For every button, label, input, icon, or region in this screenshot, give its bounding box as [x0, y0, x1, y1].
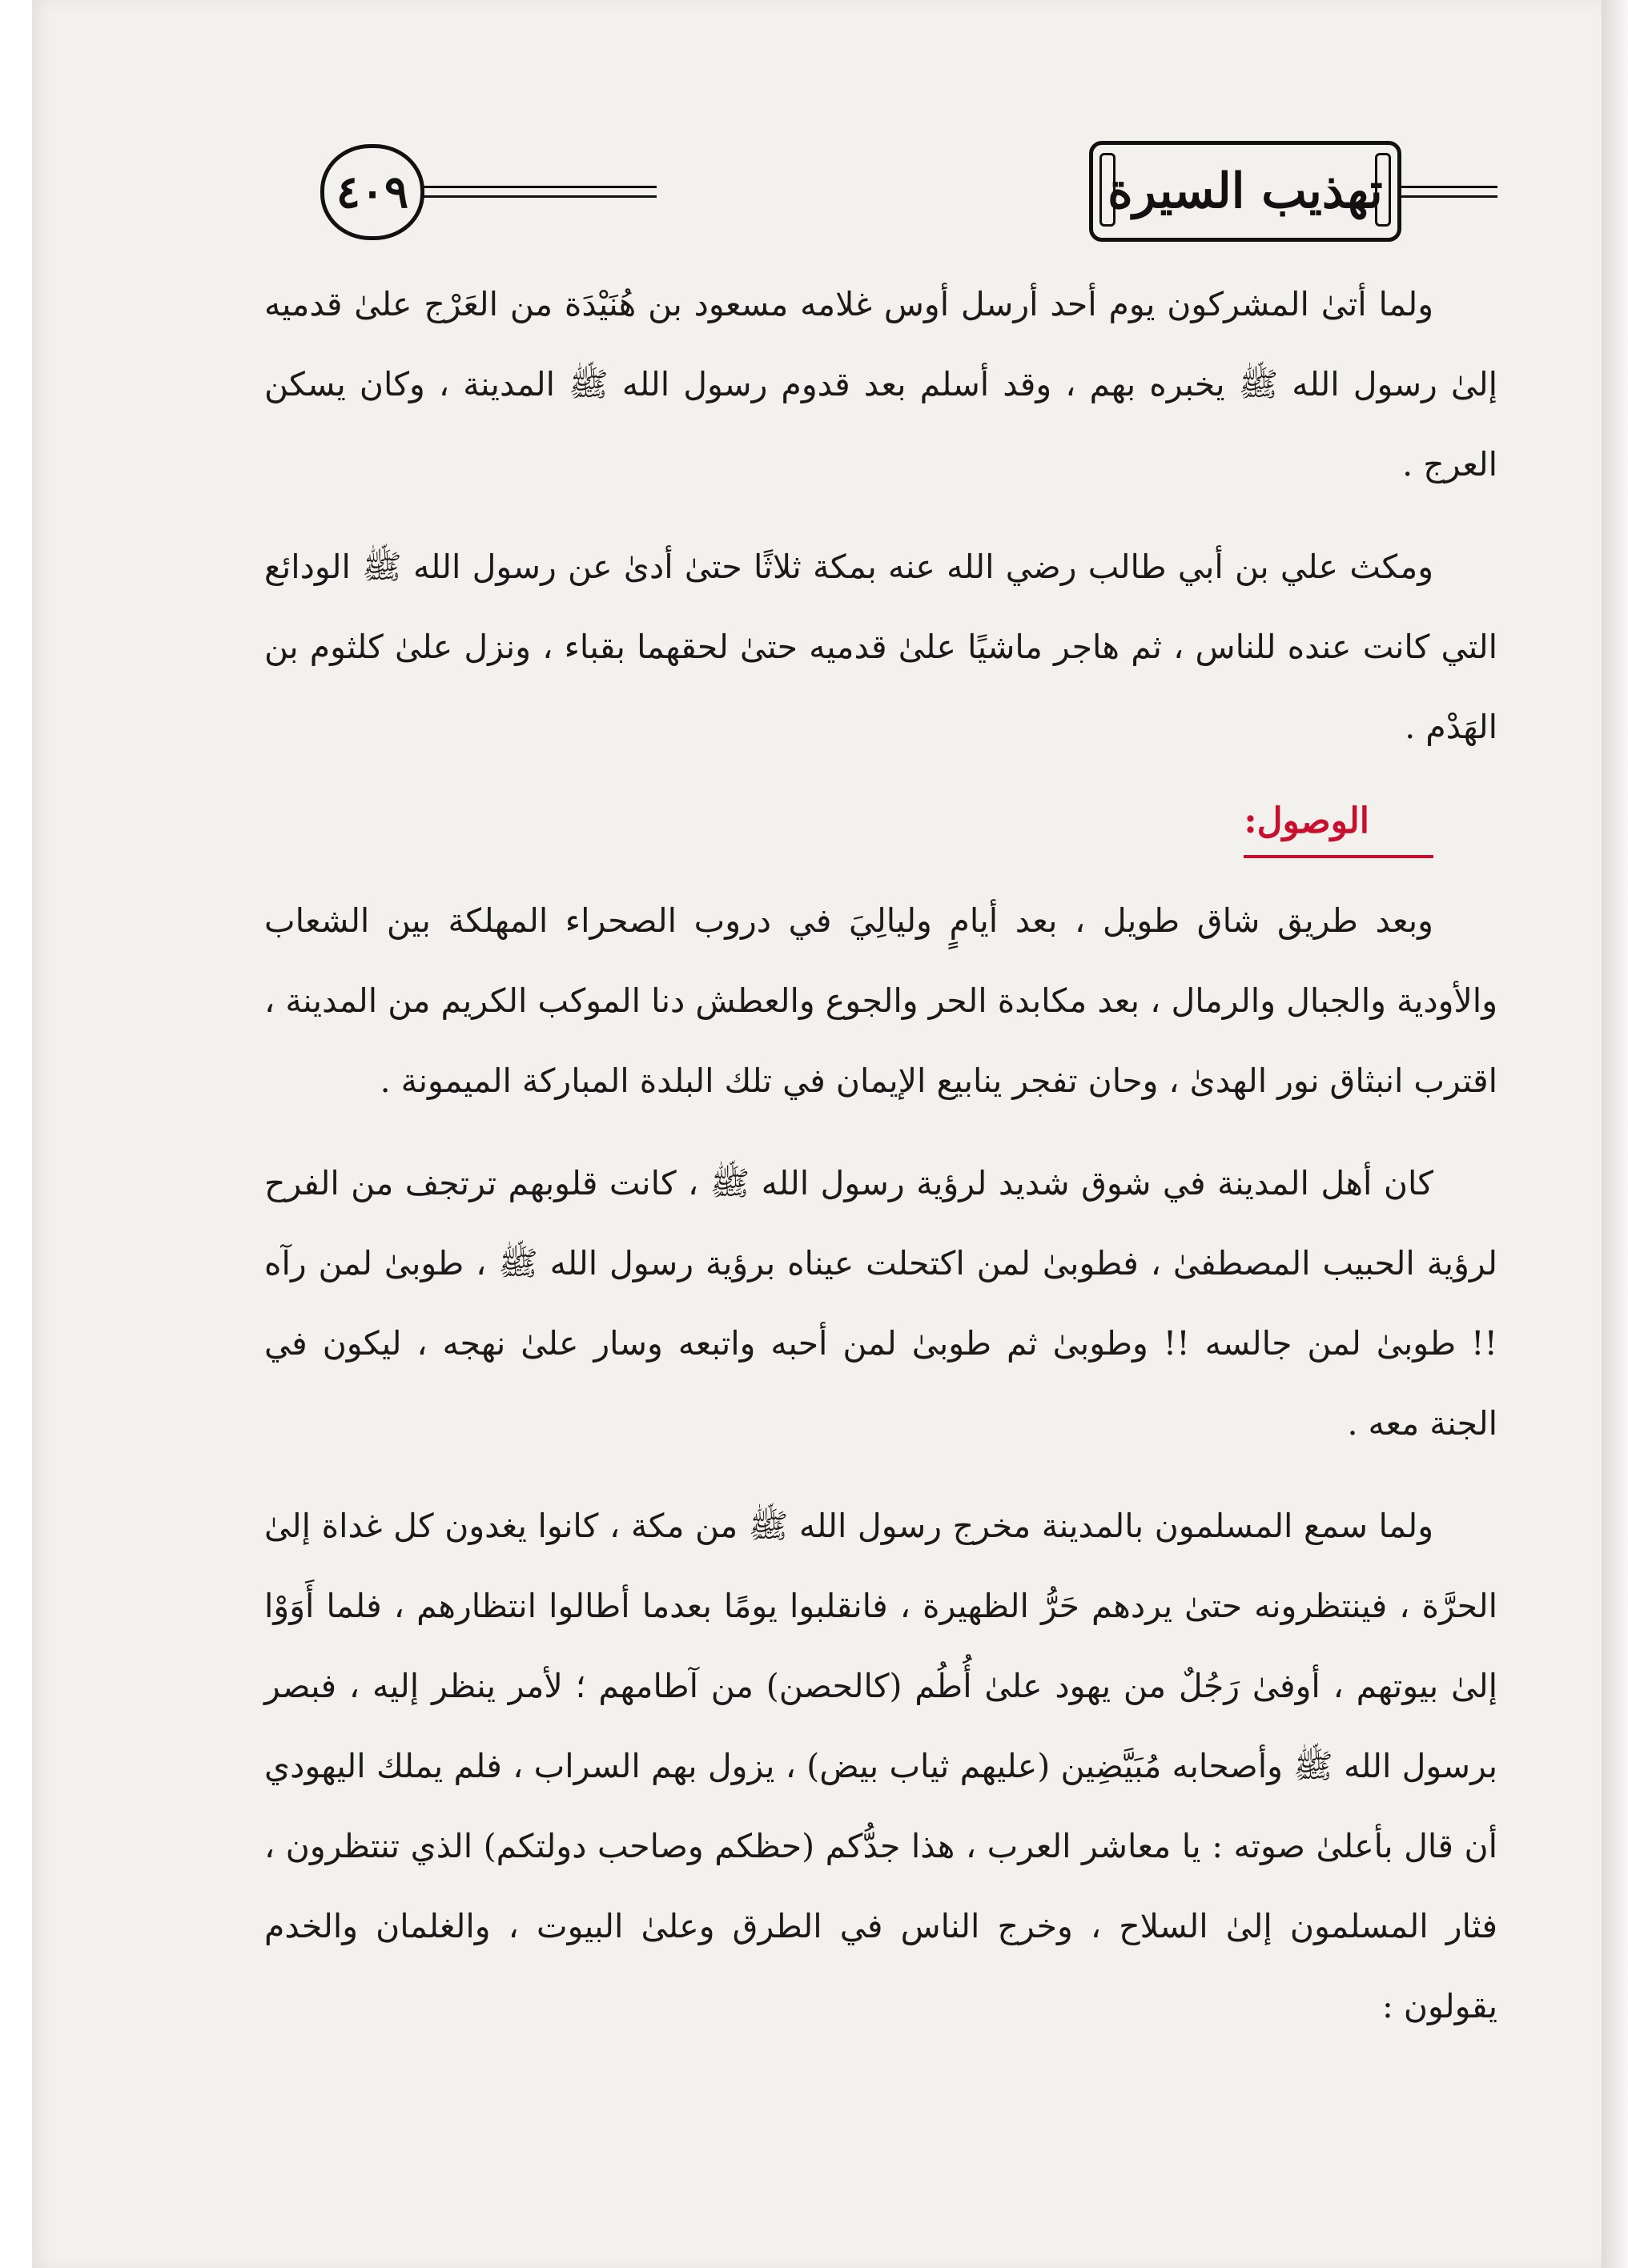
section-heading-text: الوصول: — [1244, 789, 1433, 858]
page-body — [264, 264, 1497, 2069]
paragraph: كان أهل المدينة في شوق شديد لرؤية رسول الله ﷺ ، كانت قلوبهم ترتجف من الفرح لرؤية الحبيب المصطفىٰ ، فطوبىٰ لمن اكتحلت عيناه برؤية رسول الله ﷺ ، طوبىٰ لمن رآه !! طوبىٰ لمن جالسه !! وطوبىٰ ثم طوبىٰ لمن أحبه واتبعه وسار علىٰ نهجه ، ليكون في الجنة معه . — [264, 1164, 1497, 1443]
paragraph: ومكث علي بن أبي طالب رضي الله عنه بمكة ثلاثًا حتىٰ أدىٰ عن رسول الله ﷺ الودائع التي كانت عنده للناس ، ثم هاجر ماشيًا علىٰ قدميه حتىٰ لحقهما بقباء ، ونزل علىٰ كلثوم بن الهَدْم . — [264, 548, 1497, 746]
book-page — [32, 0, 1602, 2268]
paragraph: ولما سمع المسلمون بالمدينة مخرج رسول الله ﷺ من مكة ، كانوا يغدون كل غداة إلىٰ الحرَّة ، فينتظرونه حتىٰ يردهم حَرُّ الظهيرة ، فانقلبوا يومًا بعدما أطالوا انتظارهم ، فلما أَوَوْا إلىٰ بيوتهم ، أوفىٰ رَجُلٌ من يهود علىٰ أُطُم (كالحصن) من آطامهم ؛ لأمر ينظر إليه ، فبصر برسول الله ﷺ وأصحابه مُبَيَّضِين (عليهم ثياب بيض) ، يزول بهم السراب ، فلم يملك اليهودي أن قال بأعلىٰ صوته : يا معاشر العرب ، هذا جدُّكم (حظكم وصاحب دولتكم) الذي تنتظرون ، فثار المسلمون إلىٰ السلاح ، وخرج الناس في الطرق وعلىٰ البيوت ، والغلمان والخدم يقولون : — [264, 1507, 1497, 2025]
header-rule-right — [1393, 186, 1497, 198]
page-header — [264, 136, 1497, 248]
paragraph: ولما أتىٰ المشركون يوم أحد أرسل أوس غلامه مسعود بن هُنَيْدَة من العَرْج علىٰ قدميه إلىٰ رسول الله ﷺ يخبره بهم ، وقد أسلم بعد قدوم رسول الله ﷺ المدينة ، وكان يسكن العرج . — [264, 285, 1497, 484]
page-edge — [1602, 0, 1628, 2268]
paragraph: وبعد طريق شاق طويل ، بعد أيامٍ وليالِيَ في دروب الصحراء المهلكة بين الشعاب والأودية والجبال والرمال ، بعد مكابدة الحر والجوع والعطش دنا الموكب الكريم من المدينة ، اقترب انبثاق نور الهدىٰ ، وحان تفجر ينابيع الإيمان في تلك البلدة المباركة الميمونة . — [264, 901, 1497, 1100]
book-title: تهذيب السيرة — [1107, 163, 1383, 219]
section-heading — [264, 789, 1497, 858]
page-number: ٤٠٩ — [320, 144, 424, 240]
header-rule-left — [416, 186, 657, 198]
book-title-frame — [1089, 141, 1401, 242]
